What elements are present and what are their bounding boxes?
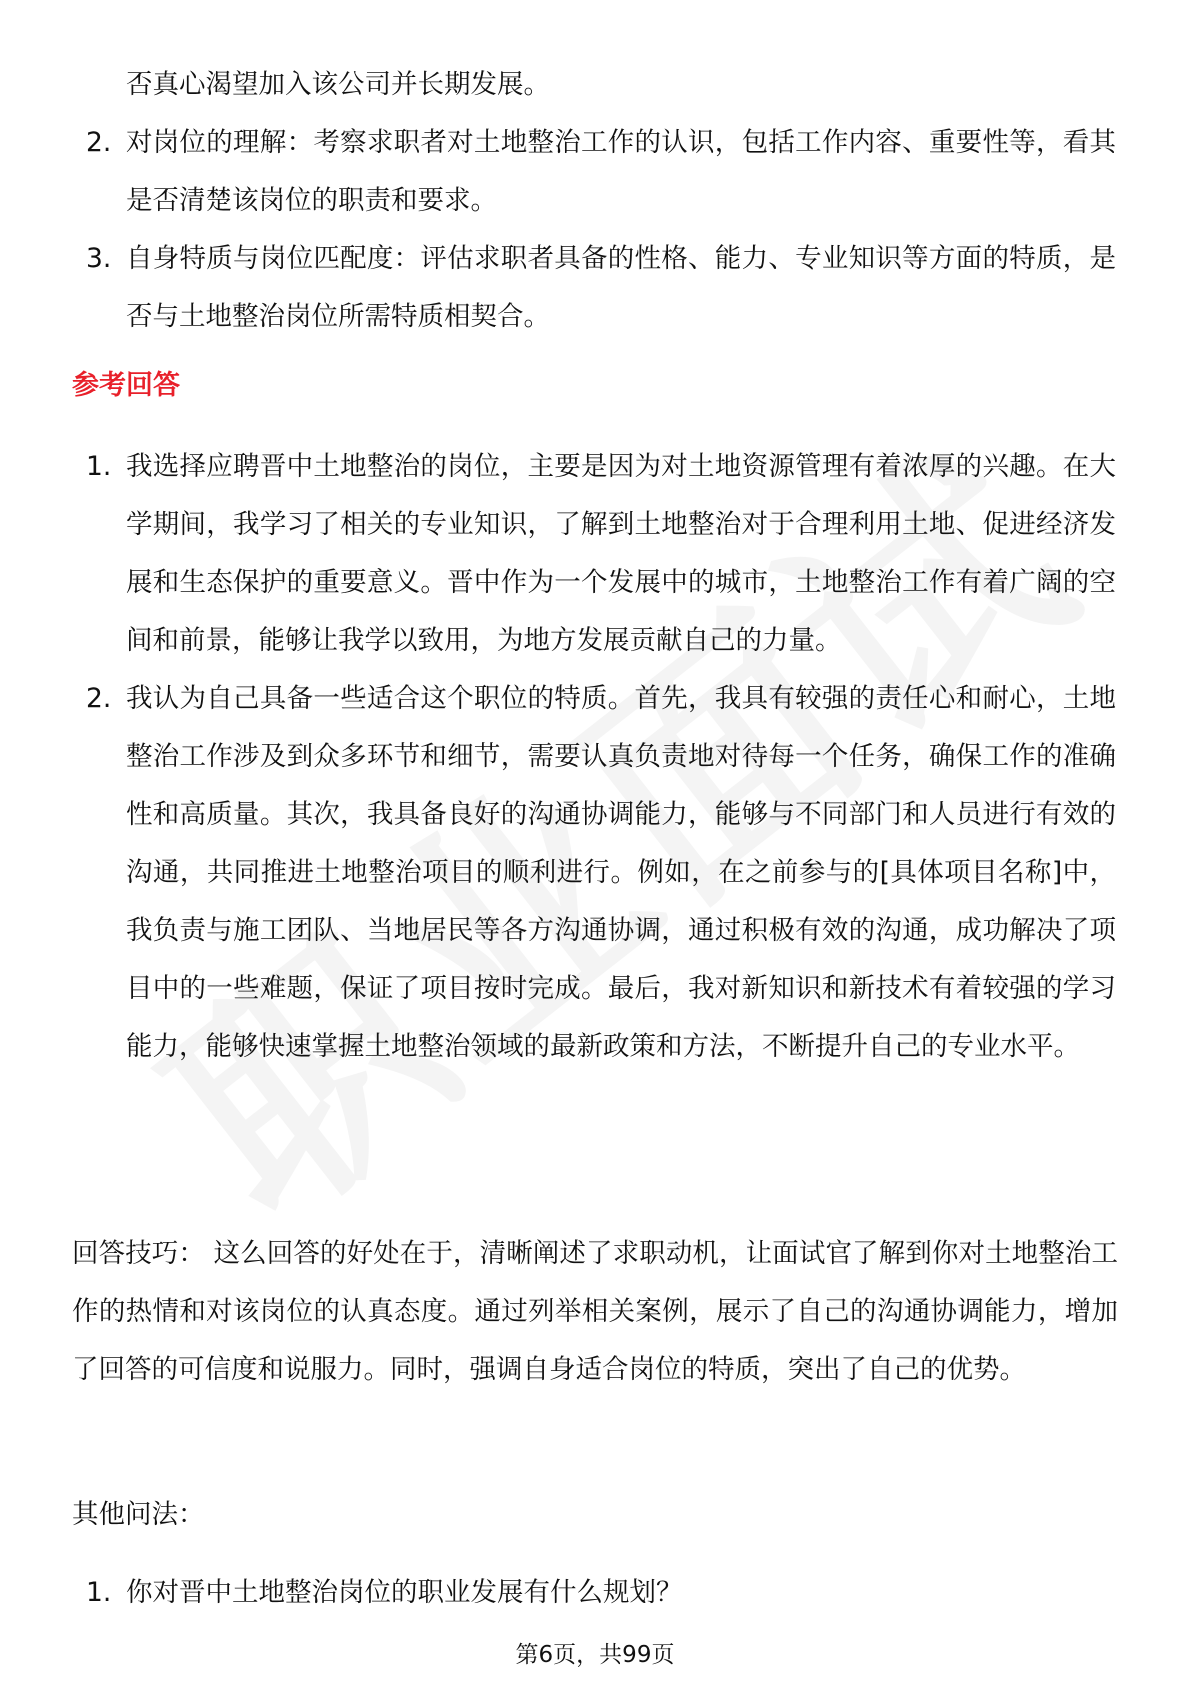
list-item-number: 2. [86,683,112,714]
answer-tips-paragraph: 回答技巧： 这么回答的好处在于，清晰阐述了求职动机，让面试官了解到你对土地整治工作的热情和对该岗位的认真态度。通过列举相关案例，展示了自己的沟通协调能力，增加了回答的可信度和说服力。同时，强调自身适合岗位的特质，突出了自己的优势。 [72,1238,1118,1385]
list-item-text: 自身特质与岗位匹配度：评估求职者具备的性格、能力、专业知识等方面的特质，是否与土地整治岗位所需特质相契合。 [126,243,1116,332]
list-item-number: 2. [86,127,112,158]
list-item-text: 我认为自己具备一些适合这个职位的特质。首先，我具有较强的责任心和耐心，土地整治工作涉及到众多环节和细节，需要认真负责地对待每一个任务，确保工作的准确性和高质量。其次，我具备良好的沟通协调能力，能够与不同部门和人员进行有效的沟通，共同推进土地整治项目的顺利进行。例如，在之前参与的[具体项目名称]中，我负责与施工团队、当地居民等各方沟通协调，通过积极有效的沟通，成功解决了项目中的一些难题，保证了项目按时完成。最后，我对新知识和新技术有着较强的学习能力，能够快速掌握土地整治领域的最新政策和方法，不断提升自己的专业水平。 [126,683,1116,1062]
intro-tail-text: 否真心渴望加入该公司并长期发展。 [126,69,550,100]
list-item-number: 3. [86,243,112,274]
list-item [0,670,1116,1076]
list-item [0,438,1116,670]
page-footer: 第6页，共99页 [515,1642,675,1668]
list-item-number: 1. [86,451,112,482]
reference-answer-list [0,438,1116,1076]
other-questions-list [0,1564,1116,1622]
evaluation-points-list [0,114,1116,346]
other-questions-label: 其他问法： [72,1499,205,1530]
list-item-text: 对岗位的理解：考察求职者对土地整治工作的认识，包括工作内容、重要性等，看其是否清楚该岗位的职责和要求。 [126,127,1116,216]
list-item-text: 我选择应聘晋中土地整治的岗位，主要是因为对土地资源管理有着浓厚的兴趣。在大学期间，我学习了相关的专业知识，了解到土地整治对于合理利用土地、促进经济发展和生态保护的重要意义。晋中作为一个发展中的城市，土地整治工作有着广阔的空间和前景，能够让我学以致用，为地方发展贡献自己的力量。 [126,451,1116,656]
list-item [0,114,1116,230]
list-item [0,1564,1116,1622]
section-title-reference-answer: 参考回答 [72,370,180,401]
list-item [0,230,1116,346]
list-item-text: 你对晋中土地整治岗位的职业发展有什么规划？ [126,1577,683,1608]
list-item-number: 1. [86,1577,112,1608]
